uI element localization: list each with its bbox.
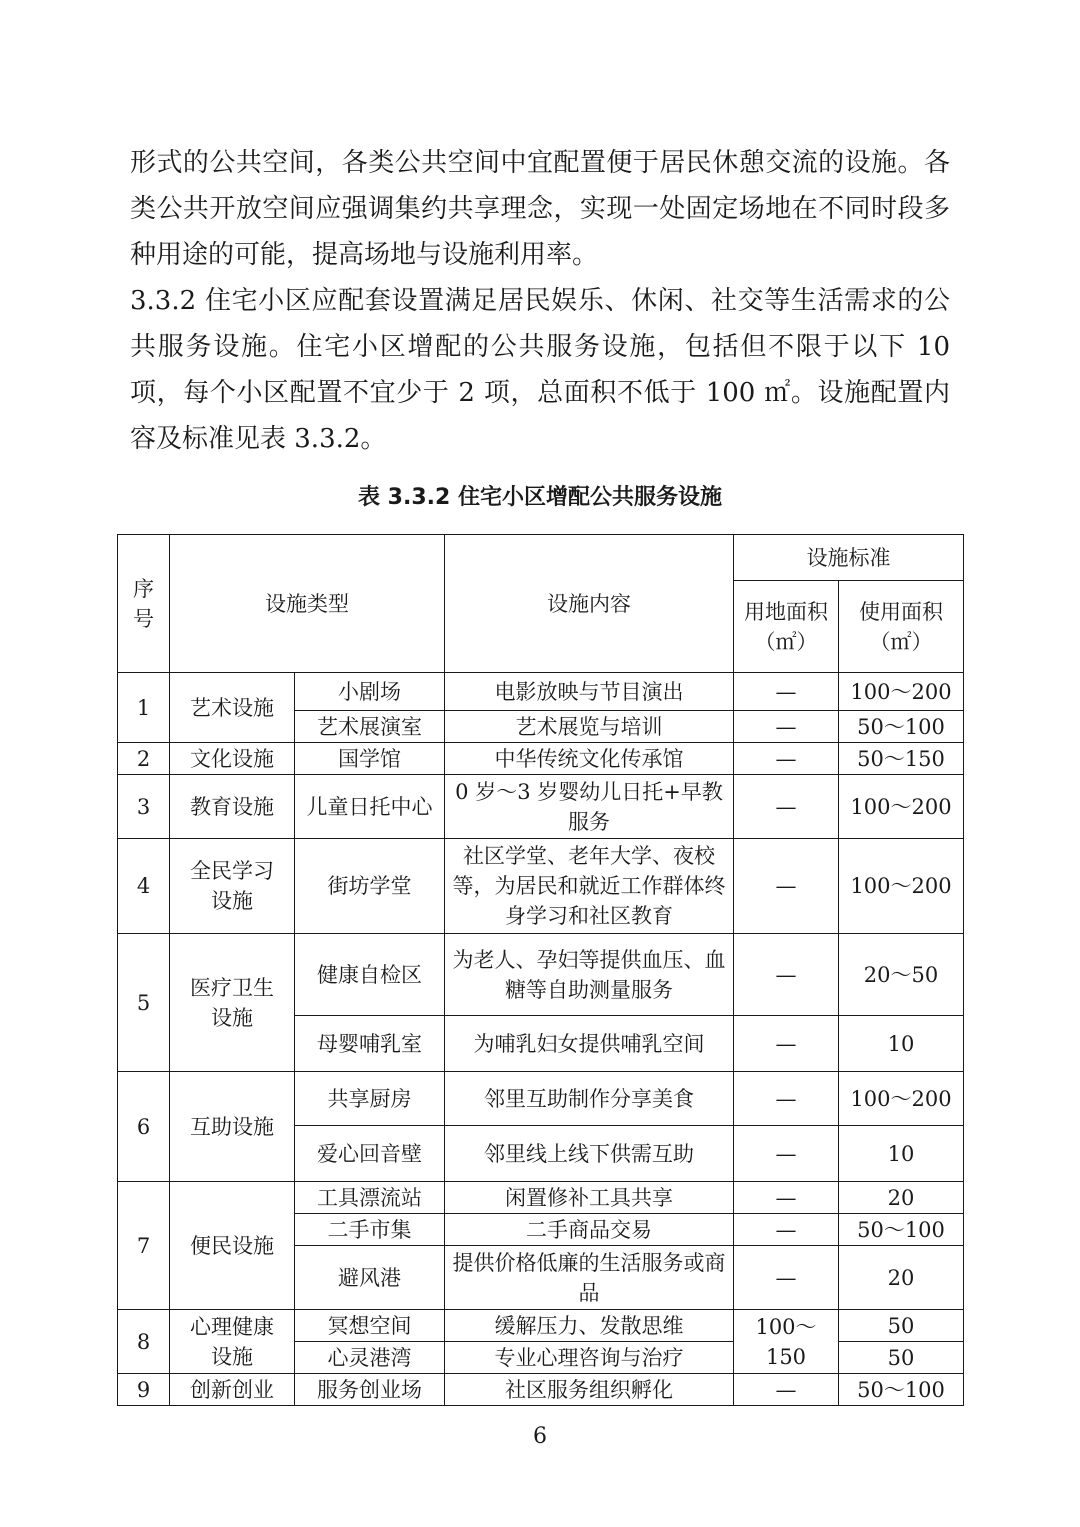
cell-sub: 国学馆 — [295, 743, 445, 775]
cell-sub: 母婴哺乳室 — [295, 1016, 445, 1072]
body-text — [130, 140, 950, 462]
cell-content: 中华传统文化传承馆 — [445, 743, 734, 775]
cell-sub: 心灵港湾 — [295, 1342, 445, 1374]
cell-use: 100～200 — [839, 839, 964, 934]
cell-content: 为哺乳妇女提供哺乳空间 — [445, 1016, 734, 1072]
cell-use: 20～50 — [839, 934, 964, 1016]
cell-content: 邻里线上线下供需互助 — [445, 1126, 734, 1182]
cell-use: 50～100 — [839, 711, 964, 743]
cell-land: — — [734, 934, 839, 1016]
header-type: 设施类型 — [170, 535, 445, 673]
cell-sub: 街坊学堂 — [295, 839, 445, 934]
cell-use: 10 — [839, 1126, 964, 1182]
cell-use: 100～200 — [839, 673, 964, 711]
cell-seq: 7 — [118, 1182, 170, 1310]
header-standard: 设施标准 — [734, 535, 964, 581]
cell-seq: 6 — [118, 1072, 170, 1182]
cell-sub: 冥想空间 — [295, 1310, 445, 1342]
cell-type: 互助设施 — [170, 1072, 295, 1182]
page-number: 6 — [533, 1424, 547, 1449]
cell-land: — — [734, 775, 839, 839]
table-row — [118, 839, 964, 934]
cell-land: — — [734, 743, 839, 775]
cell-use: 20 — [839, 1182, 964, 1214]
cell-seq: 3 — [118, 775, 170, 839]
cell-use: 50～150 — [839, 743, 964, 775]
cell-sub: 服务创业场 — [295, 1374, 445, 1406]
cell-seq: 5 — [118, 934, 170, 1072]
cell-use: 50～100 — [839, 1214, 964, 1246]
cell-use: 100～200 — [839, 1072, 964, 1126]
cell-land: — — [734, 1214, 839, 1246]
cell-type: 创新创业 — [170, 1374, 295, 1406]
cell-content: 二手商品交易 — [445, 1214, 734, 1246]
cell-content: 0 岁～3 岁婴幼儿日托+早教服务 — [445, 775, 734, 839]
cell-use: 100～200 — [839, 775, 964, 839]
cell-sub: 健康自检区 — [295, 934, 445, 1016]
cell-content: 提供价格低廉的生活服务或商品 — [445, 1246, 734, 1310]
cell-use: 50 — [839, 1342, 964, 1374]
table-row — [118, 934, 964, 1016]
cell-use: 10 — [839, 1016, 964, 1072]
cell-sub: 儿童日托中心 — [295, 775, 445, 839]
header-land-area: 用地面积（㎡） — [734, 581, 839, 673]
table-row — [118, 1072, 964, 1126]
cell-seq: 9 — [118, 1374, 170, 1406]
cell-type: 文化设施 — [170, 743, 295, 775]
facilities-table — [117, 534, 964, 1406]
cell-content: 艺术展览与培训 — [445, 711, 734, 743]
table-row — [118, 673, 964, 711]
header-content: 设施内容 — [445, 535, 734, 673]
cell-land: — — [734, 1182, 839, 1214]
cell-land: — — [734, 1246, 839, 1310]
cell-land: — — [734, 673, 839, 711]
cell-land: 100～150 — [734, 1310, 839, 1374]
cell-seq: 2 — [118, 743, 170, 775]
cell-land: — — [734, 1126, 839, 1182]
cell-content: 电影放映与节目演出 — [445, 673, 734, 711]
header-use-area: 使用面积（㎡） — [839, 581, 964, 673]
cell-seq: 4 — [118, 839, 170, 934]
cell-land: — — [734, 1072, 839, 1126]
cell-content: 闲置修补工具共享 — [445, 1182, 734, 1214]
header-seq: 序号 — [118, 535, 170, 673]
cell-sub: 小剧场 — [295, 673, 445, 711]
table-row — [118, 743, 964, 775]
cell-type: 心理健康设施 — [170, 1310, 295, 1374]
table-row — [118, 775, 964, 839]
cell-sub: 共享厨房 — [295, 1072, 445, 1126]
cell-content: 为老人、孕妇等提供血压、血糖等自助测量服务 — [445, 934, 734, 1016]
table-row — [118, 1310, 964, 1342]
cell-content: 缓解压力、发散思维 — [445, 1310, 734, 1342]
cell-use: 50 — [839, 1310, 964, 1342]
cell-use: 20 — [839, 1246, 964, 1310]
cell-content: 专业心理咨询与治疗 — [445, 1342, 734, 1374]
cell-use: 50～100 — [839, 1374, 964, 1406]
table-row — [118, 1182, 964, 1214]
cell-type: 便民设施 — [170, 1182, 295, 1310]
paragraph-2: 3.3.2 住宅小区应配套设置满足居民娱乐、休闲、社交等生活需求的公共服务设施。住宅小区增配的公共服务设施，包括但不限于以下 10 项，每个小区配置不宜少于 2 项，总面积不低于 100 ㎡。设施配置内容及标准见表 3.3.2。 — [130, 286, 950, 454]
cell-sub: 工具漂流站 — [295, 1182, 445, 1214]
cell-sub: 避风港 — [295, 1246, 445, 1310]
cell-land: — — [734, 1016, 839, 1072]
cell-type: 艺术设施 — [170, 673, 295, 743]
cell-type: 全民学习设施 — [170, 839, 295, 934]
cell-land: — — [734, 839, 839, 934]
cell-land: — — [734, 711, 839, 743]
cell-sub: 艺术展演室 — [295, 711, 445, 743]
cell-content: 社区服务组织孵化 — [445, 1374, 734, 1406]
cell-type: 教育设施 — [170, 775, 295, 839]
header-row — [118, 535, 964, 581]
cell-seq: 8 — [118, 1310, 170, 1374]
table-caption: 表 3.3.2 住宅小区增配公共服务设施 — [358, 485, 722, 510]
cell-land: — — [734, 1374, 839, 1406]
cell-sub: 二手市集 — [295, 1214, 445, 1246]
cell-type: 医疗卫生设施 — [170, 934, 295, 1072]
table-row — [118, 1374, 964, 1406]
paragraph-1: 形式的公共空间，各类公共空间中宜配置便于居民休憩交流的设施。各类公共开放空间应强调集约共享理念，实现一处固定场地在不同时段多种用途的可能，提高场地与设施利用率。 — [130, 148, 950, 270]
cell-content: 社区学堂、老年大学、夜校等，为居民和就近工作群体终身学习和社区教育 — [445, 839, 734, 934]
cell-content: 邻里互助制作分享美食 — [445, 1072, 734, 1126]
cell-seq: 1 — [118, 673, 170, 743]
cell-sub: 爱心回音壁 — [295, 1126, 445, 1182]
